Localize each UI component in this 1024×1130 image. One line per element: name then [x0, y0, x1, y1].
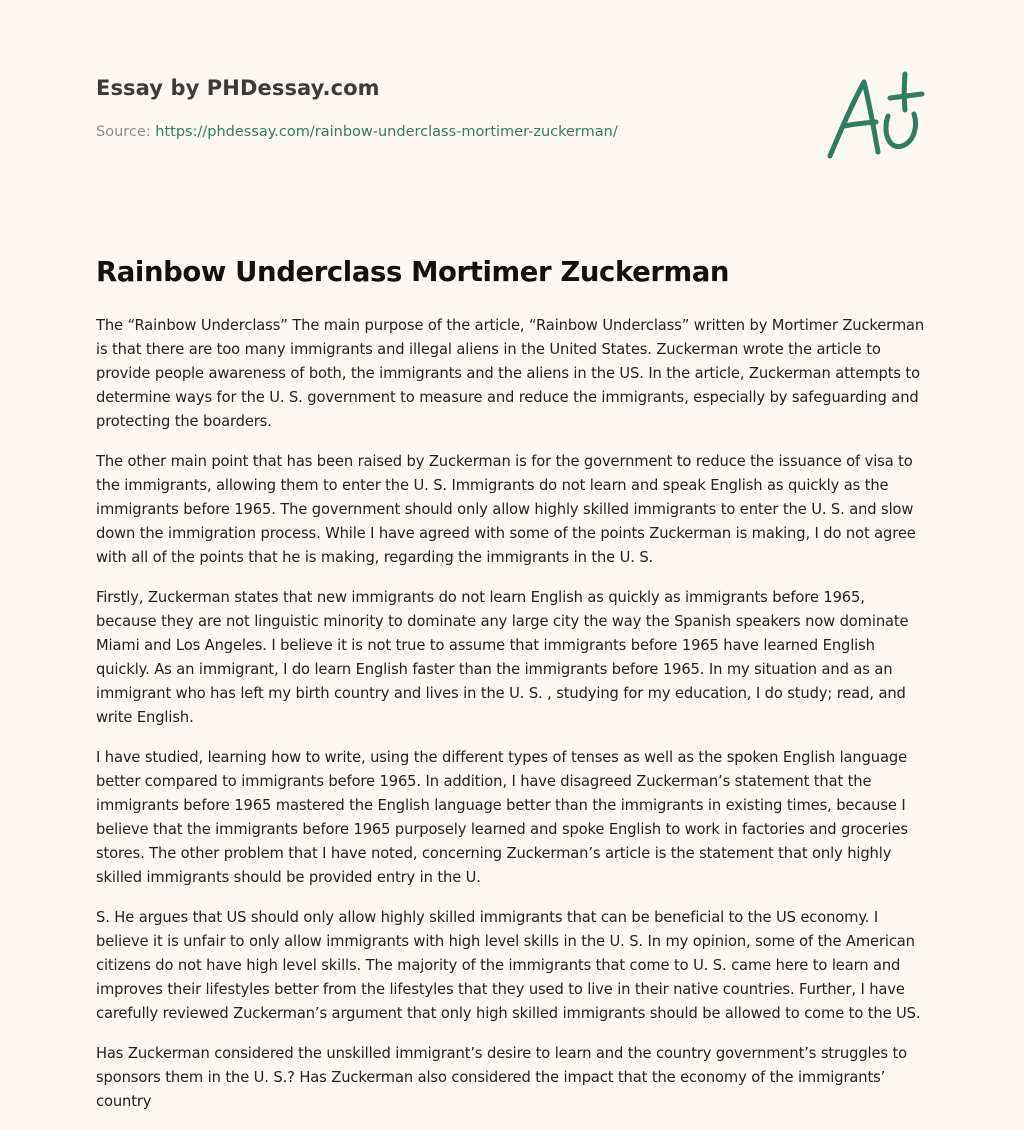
article-paragraph-2: The other main point that has been raised by Zuckerman is for the government to reduce the issuance of visa to the immigrants, allowing them to enter the U. S. Immigrants do not learn and speak English as quickly as the immigrants before 1965. The government should only allow highly skilled immigrants to enter the U. S. and slow down the immigration process. While I have agreed with some of the points Zuckerman is making, I do not agree with all of the points that he is making, regarding the immigrants in the U. S.: [96, 453, 916, 566]
site-brand: Essay by PHDessay.com: [96, 76, 380, 100]
page-header: [96, 0, 928, 200]
article-paragraph-3: Firstly, Zuckerman states that new immigrants do not learn English as quickly as immigrants before 1965, because they are not linguistic minority to dominate any large city the way the Spanish speakers now dominate Miami and Los Angeles. I believe it is not true to assume that immigrants before 1965 have learned English quickly. As an immigrant, I do learn English faster than the immigrants before 1965. In my situation and as an immigrant who has left my birth country and lives in the U. S. , studying for my education, I do study; read, and write English.: [96, 589, 909, 726]
article-paragraph-5: S. He argues that US should only allow highly skilled immigrants that can be beneficial to the US economy. I believe it is unfair to only allow immigrants with high level skills in the U. S. In my opinion, some of the American citizens do not have high level skills. The majority of the immigrants that come to U. S. came here to learn and improves their lifestyles better from the lifestyles that they used to live in their native countries. Further, I have carefully reviewed Zuckerman’s argument that only high skilled immigrants should be allowed to come to the US.: [96, 909, 921, 1022]
a-plus-logo-icon: [826, 68, 926, 164]
article-paragraph-4: I have studied, learning how to write, using the different types of tenses as well as the spoken English language better compared to immigrants before 1965. In addition, I have disagreed Zuckerman’s statement that the immigrants before 1965 mastered the English language better than the immigrants in existing times, because I believe that the immigrants before 1965 purposely learned and spoke English to work in factories and groceries stores. The other problem that I have noted, concerning Zuckerman’s article is the statement that only highly skilled immigrants should be provided entry in the U.: [96, 749, 908, 886]
article-body: [96, 314, 928, 1130]
source-line: [96, 124, 618, 140]
source-label: Source:: [96, 124, 151, 140]
page-title: Rainbow Underclass Mortimer Zuckerman: [96, 256, 730, 288]
source-link[interactable]: https://phdessay.com/rainbow-underclass-mortimer-zuckerman/: [155, 124, 618, 140]
article-paragraph-6: Has Zuckerman considered the unskilled immigrant’s desire to learn and the country government’s struggles to sponsors them in the U. S.? Has Zuckerman also considered the impact that the economy of the immigrants’ country: [96, 1045, 907, 1110]
article-paragraph-1: The “Rainbow Underclass” The main purpose of the article, “Rainbow Underclass” written by Mortimer Zuckerman is that there are too many immigrants and illegal aliens in the United States. Zuckerman wrote the article to provide people awareness of both, the immigrants and the aliens in the US. In the article, Zuckerman attempts to determine ways for the U. S. government to measure and reduce the immigrants, especially by safeguarding and protecting the boarders.: [96, 317, 925, 430]
